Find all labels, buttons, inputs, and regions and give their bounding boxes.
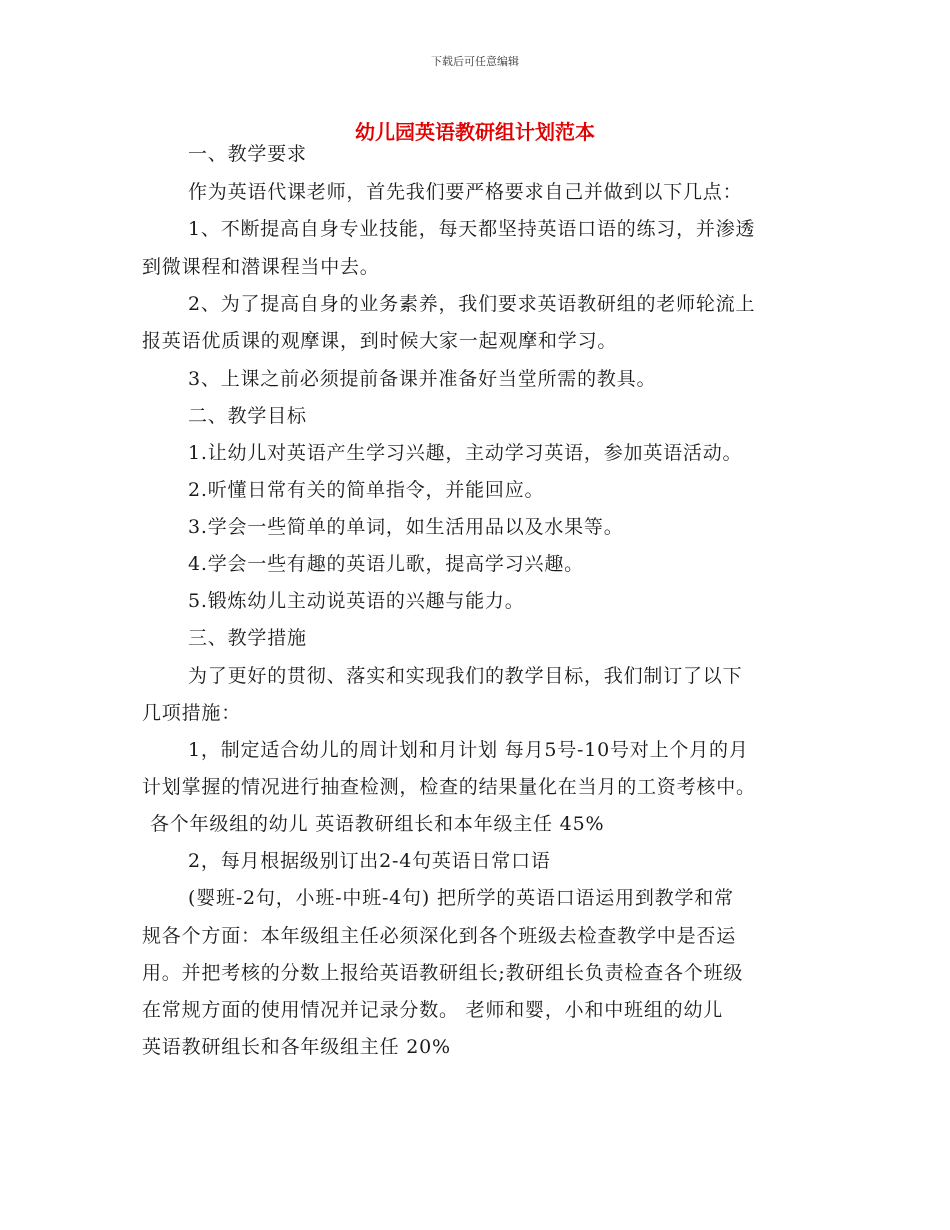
section-heading-2: 二、教学目标 <box>188 405 307 427</box>
paragraph-line: 2、为了提高自身的业务素养，我们要求英语教研组的老师轮流上 <box>188 293 756 315</box>
paragraph-line: 到微课程和潜课程当中去。 <box>142 256 380 278</box>
list-item: 3.学会一些简单的单词，如生活用品以及水果等。 <box>188 516 624 538</box>
paragraph-line: 作为英语代课老师，首先我们要严格要求自己并做到以下几点： <box>188 181 743 203</box>
paragraph-line: (婴班-2句，小班-中班-4句) 把所学的英语口语运用到教学和常 <box>188 887 734 909</box>
list-item: 1.让幼儿对英语产生学习兴趣，主动学习英语，参加英语活动。 <box>188 442 743 464</box>
section-heading-3: 三、教学措施 <box>188 627 307 649</box>
list-item: 4.学会一些有趣的英语儿歌，提高学习兴趣。 <box>188 553 584 575</box>
list-item: 2.听懂日常有关的简单指令，并能回应。 <box>188 479 545 501</box>
paragraph-line: 规各个方面：本年级组主任必须深化到各个班级去检查教学中是否运 <box>142 925 737 947</box>
paragraph-line: 英语教研组长和各年级组主任 20% <box>142 1036 451 1058</box>
paragraph-line: 计划掌握的情况进行抽查检测，检查的结果量化在当月的工资考核中。 <box>142 776 756 798</box>
paragraph-line: 报英语优质课的观摩课，到时候大家一起观摩和学习。 <box>142 330 618 352</box>
paragraph-line: 为了更好的贯彻、落实和实现我们的教学目标，我们制订了以下 <box>188 665 743 687</box>
paragraph-line: 用。并把考核的分数上报给英语教研组长;教研组长负责检查各个班级 <box>142 962 744 984</box>
paragraph-line: 几项措施： <box>142 702 242 724</box>
document-title: 幼儿园英语教研组计划范本 <box>355 120 595 144</box>
paragraph-line: 各个年级组的幼儿 英语教研组长和本年级主任 45% <box>150 813 605 835</box>
paragraph-line: 3、上课之前必须提前备课并准备好当堂所需的教具。 <box>188 368 657 390</box>
paragraph-line: 2，每月根据级别订出2-4句英语日常口语 <box>188 850 551 872</box>
paragraph-line: 1，制定适合幼儿的周计划和月计划 每月5号-10号对上个月的月 <box>188 739 749 761</box>
list-item: 5.锻炼幼儿主动说英语的兴趣与能力。 <box>188 590 525 612</box>
section-heading-1: 一、教学要求 <box>188 143 307 165</box>
header-note: 下载后可任意编辑 <box>431 55 519 68</box>
paragraph-line: 在常规方面的使用情况并记录分数。 老师和婴，小和中班组的幼儿 <box>142 999 724 1021</box>
paragraph-line: 1、不断提高自身专业技能，每天都坚持英语口语的练习，并渗透 <box>188 218 756 240</box>
